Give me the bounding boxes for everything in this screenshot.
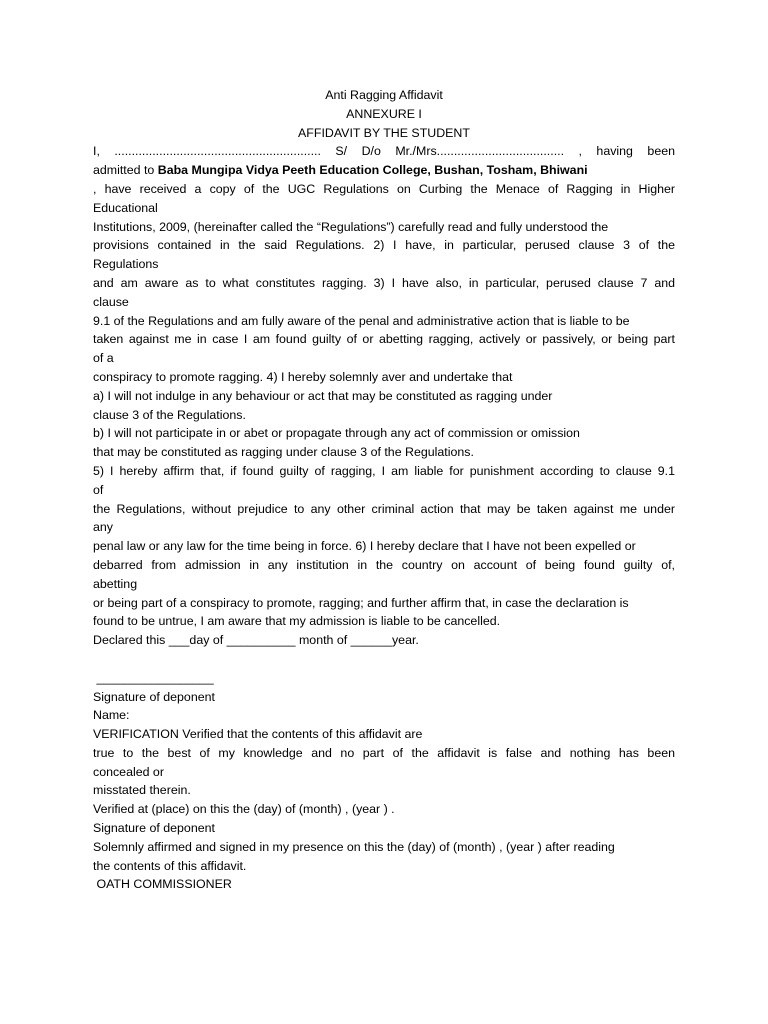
affidavit-document (93, 86, 675, 894)
admission-line (93, 161, 675, 180)
body-line: any (93, 520, 113, 535)
document-title: Anti Ragging Affidavit (325, 88, 443, 102)
verification-heading: VERIFICATION Verified that the contents of this affidavit are (93, 727, 423, 742)
verification-line: true to the best of my knowledge and no part of the affidavit is false and nothing has been (93, 745, 675, 760)
name-label: Name: (93, 708, 130, 723)
signature-label: Signature of deponent (93, 689, 215, 704)
oath-commissioner-label: OATH COMMISSIONER (93, 877, 232, 892)
body-line: conspiracy to promote ragging. 4) I hereby solemnly aver and undertake that (93, 369, 513, 384)
body-line: that may be constituted as ragging under clause 3 of the Regulations. (93, 445, 474, 460)
body-line: and am aware as to what constitutes ragging. 3) I have also, in particular, perused clause 7 and (93, 275, 675, 290)
body-line: 9.1 of the Regulations and am fully aware of the penal and administrative action that is liable to be (93, 313, 630, 328)
body-line: found to be untrue, I am aware that my admission is liable to be cancelled. (93, 614, 501, 629)
undertaking-a: a) I will not indulge in any behaviour or act that may be constituted as ragging under (93, 388, 553, 403)
body-line: debarred from admission in any institution in the country on account of being found guilty of, (93, 557, 675, 572)
body-line: Institutions, 2009, (hereinafter called the “Regulations”) carefully read and fully understood the (93, 219, 609, 234)
body-line: abetting (93, 576, 138, 591)
body-line: penal law or any law for the time being in force. 6) I hereby declare that I have not been expelled or (93, 539, 636, 554)
verification-line: the contents of this affidavit. (93, 858, 247, 873)
body-line: , have received a copy of the UGC Regulations on Curbing the Menace of Ragging in Higher (93, 181, 675, 196)
spacer (93, 650, 675, 669)
body-line: clause (93, 294, 129, 309)
body-line: the Regulations, without prejudice to any other criminal action that may be taken against me under (93, 501, 675, 516)
undertaking-b: b) I will not participate in or abet or propagate through any act of commission or omission (93, 426, 580, 441)
body-line: or being part of a conspiracy to promote, ragging; and further affirm that, in case the declaration is (93, 595, 629, 610)
admitted-to-text: admitted to (93, 163, 158, 178)
verification-line: concealed or (93, 764, 164, 779)
body-line: 5) I hereby affirm that, if found guilty of ragging, I am liable for punishment according to clause 9.1 (93, 463, 675, 478)
college-name: Baba Mungipa Vidya Peeth Education College, Bushan, Tosham, Bhiwani (157, 163, 588, 178)
verification-line: misstated therein. (93, 783, 191, 798)
body-line: provisions contained in the said Regulations. 2) I have, in particular, perused clause 3 of the (93, 238, 675, 253)
body-line: I, ............................................................ S/ D/o Mr./Mrs..................................... , having been (93, 144, 675, 159)
declaration-date-line: Declared this ___day of __________ month of ______year. (93, 633, 419, 648)
affidavit-heading: AFFIDAVIT BY THE STUDENT (298, 125, 470, 140)
verification-place-line: Verified at (place) on this the (day) of (month) , (year ) . (93, 802, 395, 817)
body-line: of (93, 482, 104, 497)
body-line: Educational (93, 200, 158, 215)
body-line: Regulations (93, 257, 159, 272)
deponent-signature-label: Signature of deponent (93, 821, 215, 836)
body-line: clause 3 of the Regulations. (93, 407, 246, 422)
body-line: taken against me in case I am found guilty of or abetting ragging, actively or passively, or being part (93, 332, 675, 347)
verification-line: Solemnly affirmed and signed in my presence on this the (day) of (month) , (year ) after reading (93, 839, 615, 854)
signature-line: _________________ (93, 670, 214, 685)
body-line: of a (93, 351, 114, 366)
annexure-label: ANNEXURE I (346, 106, 422, 121)
